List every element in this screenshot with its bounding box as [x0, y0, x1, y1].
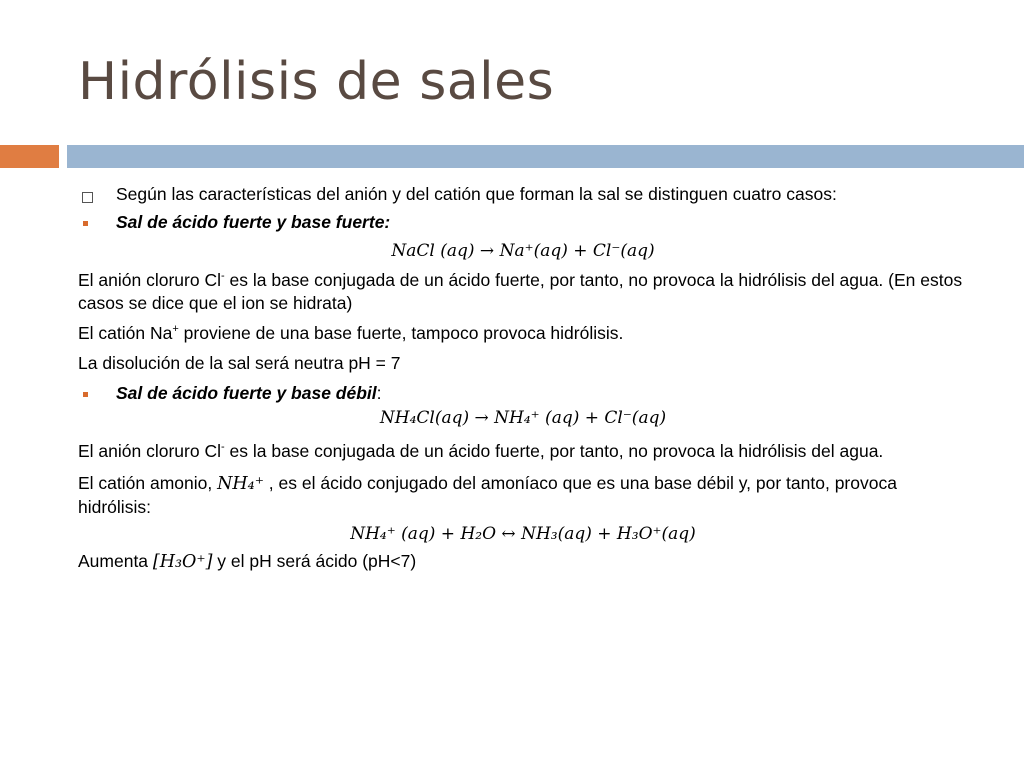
case2-result: Aumenta [H₃O⁺] y el pH será ácido (pH<7) [78, 551, 417, 572]
accent-bar [0, 145, 59, 168]
intro-bullet [78, 183, 968, 206]
case2-bullet: Sal de ácido fuerte y base débil: [78, 382, 968, 405]
square-bullet-icon [82, 192, 93, 203]
small-square-bullet-icon [83, 221, 88, 226]
case1-equation: NaCl (aq) → Na⁺(aq) + Cl⁻(aq) [391, 241, 655, 261]
slide-title: Hidrólisis de sales [78, 52, 555, 112]
case1-cation-paragraph: El catión Na+ proviene de una base fuerte, tampoco provoca hidrólisis. [78, 323, 624, 343]
hydrolysis-equation: NH₄⁺ (aq) + H₂O ↔ NH₃(aq) + H₃O⁺(aq) [350, 524, 696, 544]
case2-heading: Sal de ácido fuerte y base débil [116, 383, 377, 403]
small-square-bullet-icon [83, 392, 88, 397]
intro-text: Según las características del anión y del catión que forman la sal se distinguen cuatro casos: [116, 184, 837, 204]
case2-anion-paragraph: El anión cloruro Cl- es la base conjugada de un ácido fuerte, por tanto, no provoca la hidrólisis del agua. [78, 441, 884, 461]
case1-anion-paragraph: El anión cloruro Cl- es la base conjugada de un ácido fuerte, por tanto, no provoca la hidrólisis del agua. (En estos casos se dice que el ion se hidrata) [78, 270, 963, 313]
case2-equation: NH₄Cl(aq) → NH₄⁺ (aq) + Cl⁻(aq) [379, 408, 667, 428]
slide-content [78, 183, 968, 574]
case2-cation-paragraph: El catión amonio, NH₄⁺ , es el ácido conjugado del amoníaco que es una base débil y, por tanto, provoca hidrólisis: [78, 473, 897, 517]
case1-result: La disolución de la sal será neutra pH = 7 [78, 353, 401, 373]
case1-bullet [78, 211, 968, 234]
header-bar [67, 145, 1024, 168]
case1-heading: Sal de ácido fuerte y base fuerte: [116, 212, 391, 232]
